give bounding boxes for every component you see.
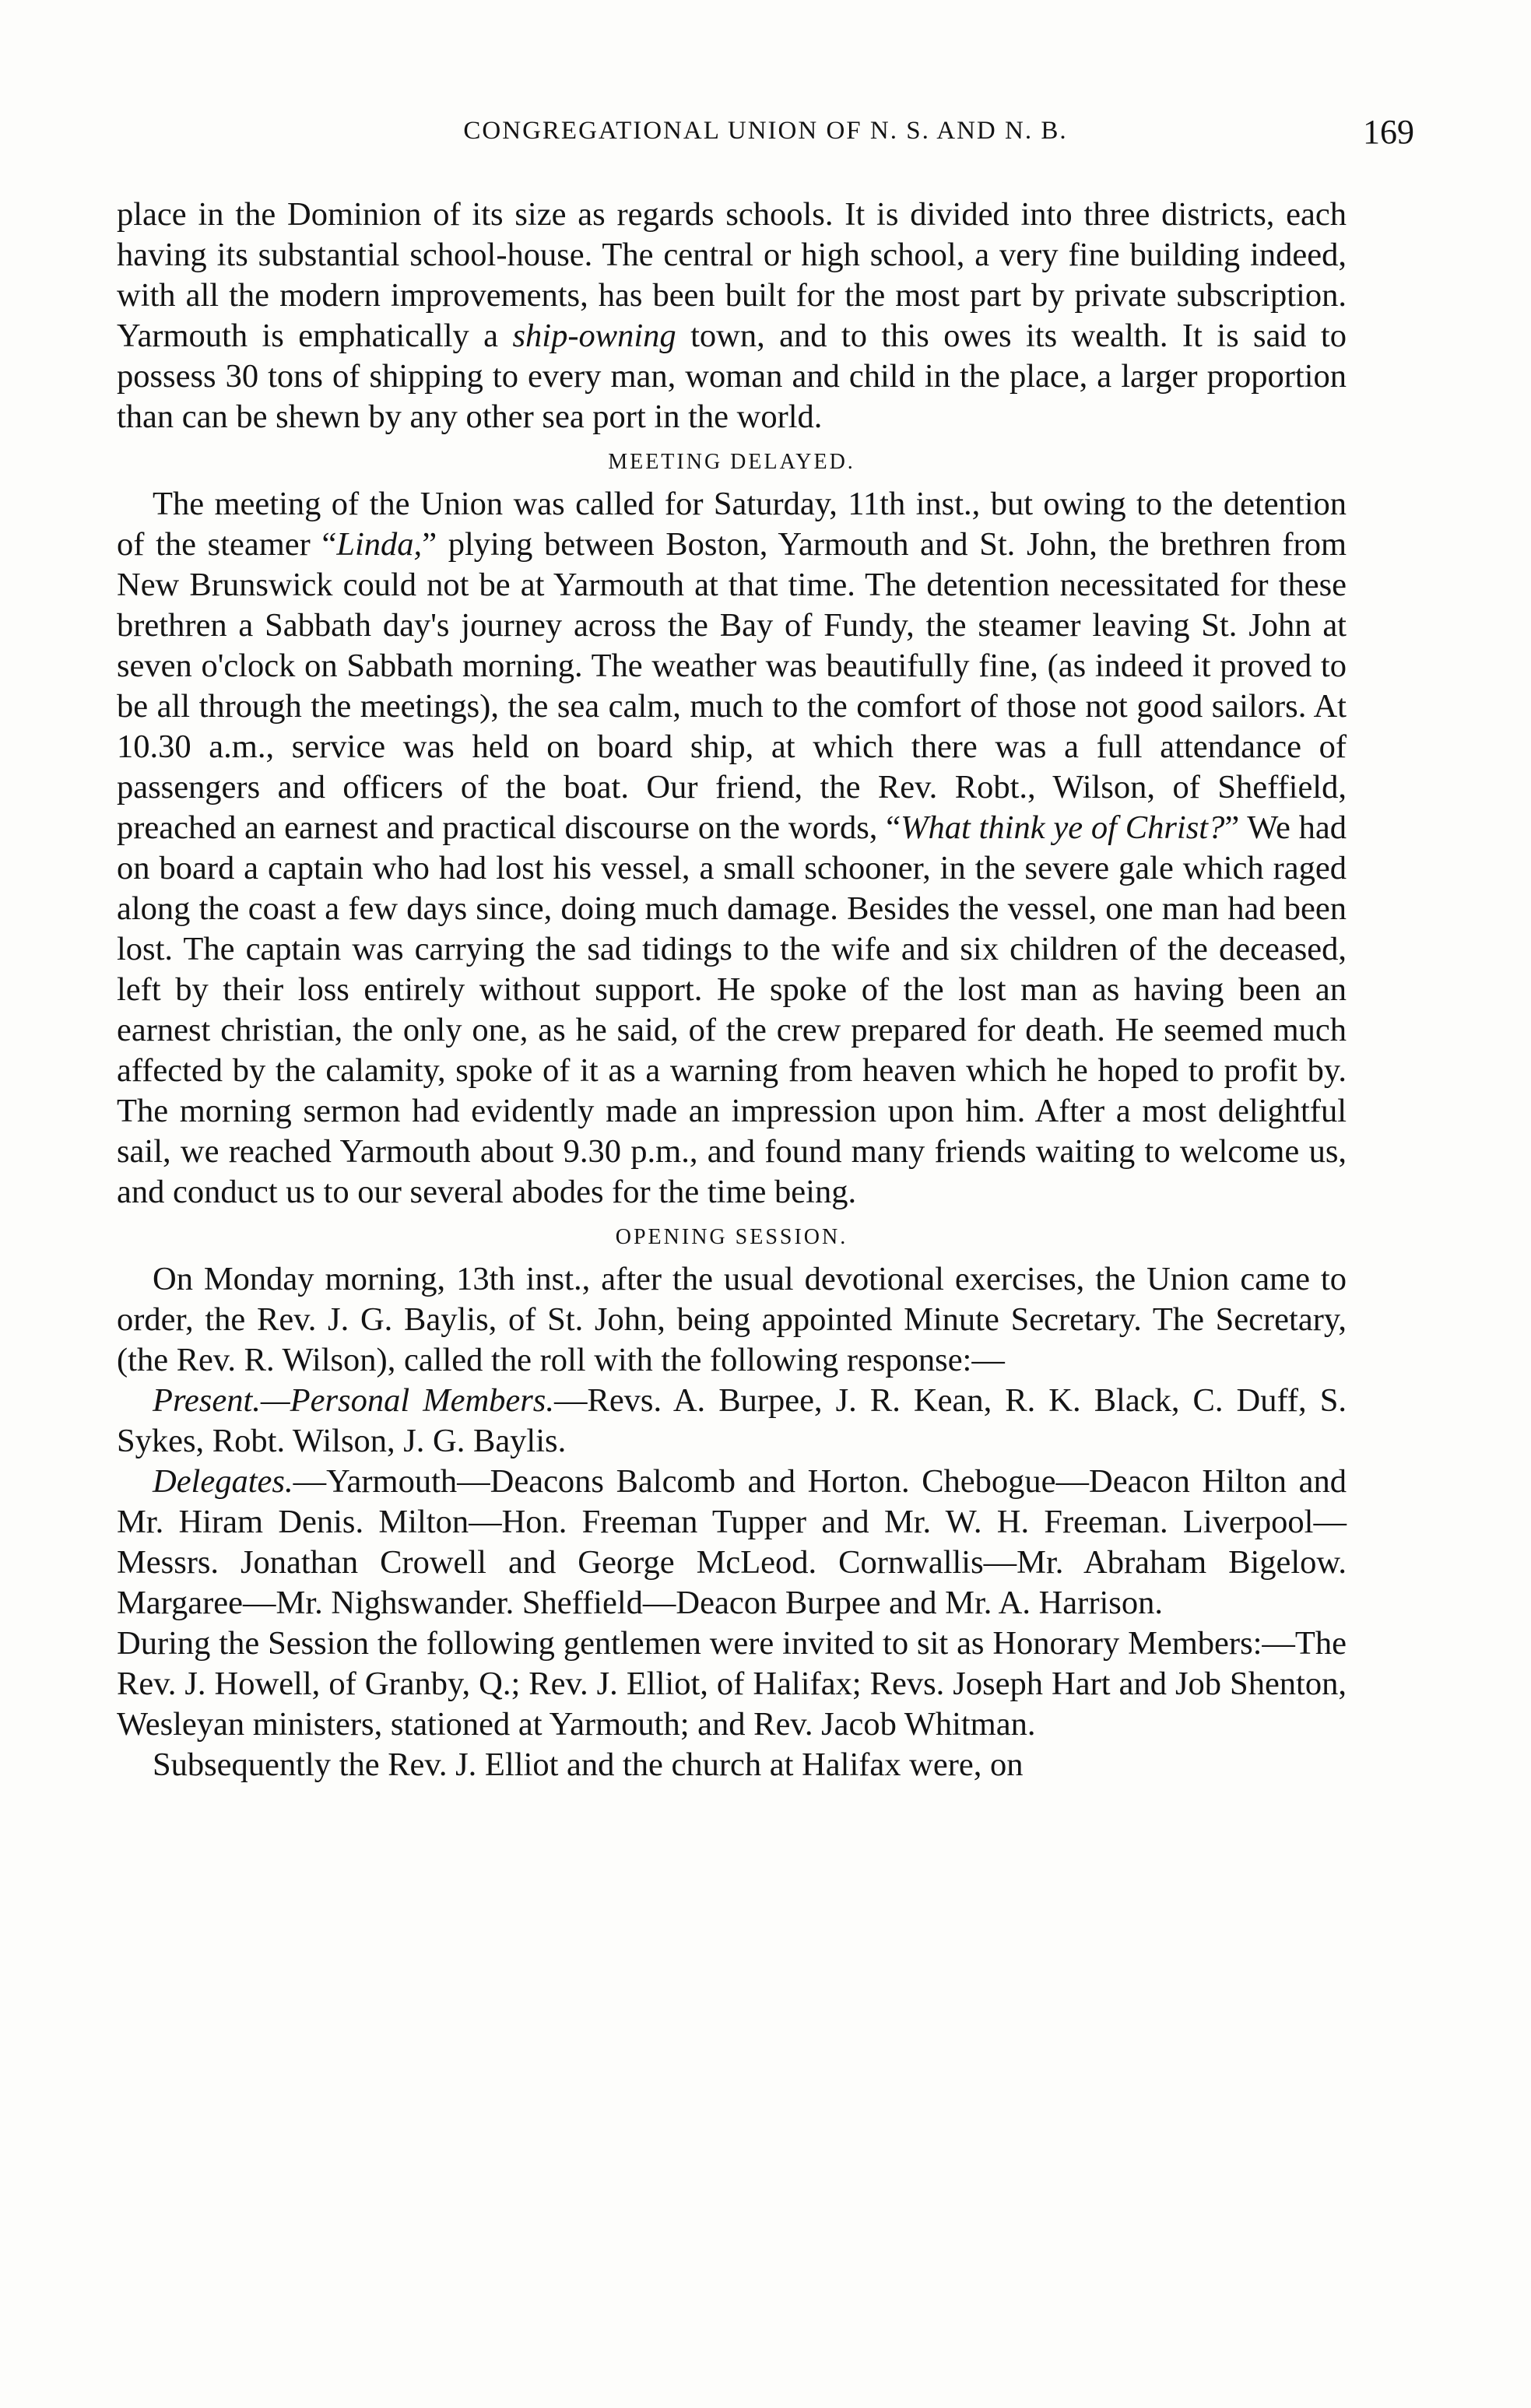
paragraph-delegates [117, 1462, 1347, 1623]
body-text [117, 195, 1347, 1785]
paragraph-text: place in the Dominion of its size as regards schools. It is divided into three districts, each having its substantial school-house. The central or high school, a very fine building indeed, with all the modern improvements, has been built for the most part by private subscription. Yarmouth is emphatically a [117, 196, 1347, 354]
italic-phrase: ship-owning [512, 318, 676, 354]
paragraph-schools [117, 195, 1347, 437]
italic-ship-name: Linda, [336, 526, 423, 563]
paragraph-text: town, and to this owes its wealth. It is said to possess 30 tons of shipping to every man, woman and child in the place, a larger proportion than can be shewn by any other sea port in the world. [117, 318, 1347, 435]
paragraph-text: —Revs. A. Burpee, J. R. Kean, R. K. Black, C. Duff, S. Sykes, Robt. Wilson, J. G. Baylis. [117, 1382, 1347, 1459]
paragraph-honorary-members: During the Session the following gentlemen were invited to sit as Honorary Members:—The Rev. J. Howell, of Granby, Q.; Rev. J. Elliot, of Halifax; Revs. Joseph Hart and Job Shenton, Wesleyan ministers, stationed at Yarmouth; and Rev. Jacob Whitman. [117, 1625, 1347, 1743]
italic-quote: What think ye of Christ? [901, 809, 1225, 846]
paragraph-subsequently: Subsequently the Rev. J. Elliot and the church at Halifax were, on [153, 1746, 1024, 1783]
page-header [117, 113, 1414, 171]
paragraph-text: The meeting of the Union was called for Saturday, 11th inst., but owing to the detention of the steamer “ [117, 486, 1347, 563]
italic-label: Present.—Personal Members. [153, 1382, 554, 1419]
page-number: 169 [1363, 113, 1414, 151]
paragraph-text: —Yarmouth—Deacons Balcomb and Horton. Chebogue—Deacon Hilton and Mr. Hiram Denis. Milton—Hon. Freeman Tupper and Mr. W. H. Freeman. Liverpool—Messrs. Jonathan Crowell and George McLeod. Cornwallis—Mr. Abraham Bigelow. Margaree—Mr. Nighswander. Sheffield—Deacon Burpee and Mr. A. Harrison. [117, 1463, 1347, 1621]
paragraph-meeting-delayed [117, 484, 1347, 1213]
running-title: CONGREGATIONAL UNION OF N. S. AND N. B. [463, 117, 1068, 145]
italic-label: Delegates. [153, 1463, 293, 1500]
paragraph-present-members [117, 1381, 1347, 1462]
paragraph-text: ” We had on board a captain who had lost his vessel, a small schooner, in the severe gale which raged along the coast a few days since, doing much damage. Besides the vessel, one man had been lost. The captain was carrying the sad tidings to the wife and six children of the deceased, left by their loss entirely without support. He spoke of the lost man as having been an earnest christian, the only one, as he said, of the crew prepared for death. He seemed much affected by the calamity, spoke of it as a warning from heaven which he hoped to profit by. The morning sermon had evidently made an impression upon him. After a most delightful sail, we reached Yarmouth about 9.30 p.m., and found many friends waiting to welcome us, and conduct us to our several abodes for the time being. [117, 809, 1347, 1210]
section-heading-meeting-delayed: MEETING DELAYED. [608, 450, 855, 474]
section-heading-opening-session: OPENING SESSION. [615, 1225, 848, 1249]
paragraph-opening-session: On Monday morning, 13th inst., after the usual devotional exercises, the Union came to order, the Rev. J. G. Baylis, of St. John, being appointed Minute Secretary. The Secretary, (the Rev. R. Wilson), called the roll with the following response:— [117, 1261, 1347, 1378]
paragraph-text: ” plying between Boston, Yarmouth and St. John, the brethren from New Brunswick could not be at Yarmouth at that time. The detention necessitated for these brethren a Sabbath day's journey across the Bay of Fundy, the steamer leaving St. John at seven o'clock on Sabbath morning. The weather was beautifully fine, (as indeed it proved to be all through the meetings), the sea calm, much to the comfort of those not good sailors. At 10.30 a.m., service was held on board ship, at which there was a full attendance of passengers and officers of the boat. Our friend, the Rev. Robt., Wilson, of Sheffield, preached an earnest and practical discourse on the words, “ [117, 526, 1347, 846]
